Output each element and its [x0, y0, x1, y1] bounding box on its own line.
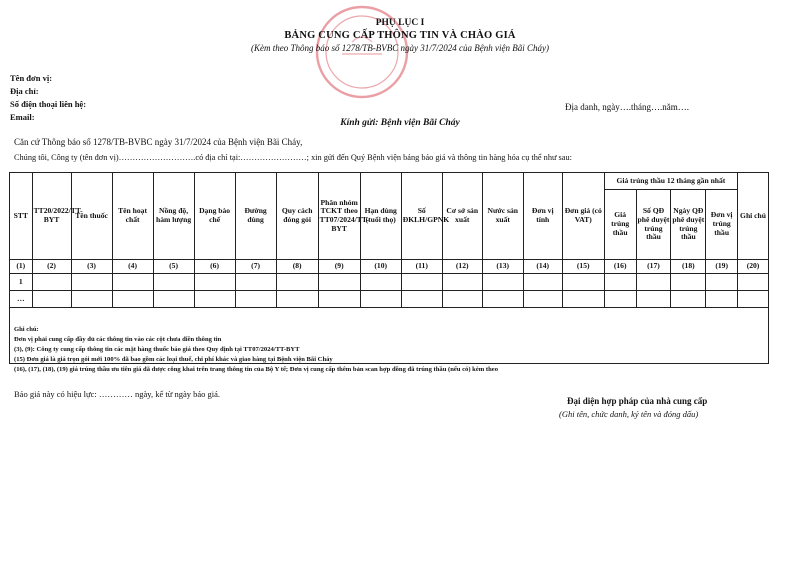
column-number: (2)	[32, 260, 71, 274]
column-number: (11)	[401, 260, 442, 274]
column-number: (10)	[360, 260, 401, 274]
table-row	[10, 274, 769, 291]
signature-title: Đại diện hợp pháp của nhà cung cấp	[567, 396, 708, 406]
header-bid-price-group: Giá trúng thầu 12 tháng gần nhất	[604, 173, 737, 190]
column-number: (20)	[738, 260, 769, 274]
supplier-name-label: Tên đơn vị:	[10, 73, 53, 83]
row-stt: 1	[10, 274, 33, 291]
document-title: BẢNG CUNG CẤP THÔNG TIN VÀ CHÀO GIÁ	[284, 30, 516, 41]
intro-text: Chúng tôi, Công ty (tên đơn vị)……………………….có địa chỉ tại:……………………; xin gửi đến Quý Bệnh viện bảng báo giá và thông tin hàng hóa cụ thể như sau:	[14, 153, 572, 162]
document-subtitle: (Kèm theo Thông báo số 1278/TB-BVBC ngày 31/7/2024 của Bệnh viện Bãi Cháy)	[251, 43, 549, 53]
header-route: Đường dùng	[235, 173, 276, 260]
column-number: (16)	[604, 260, 636, 274]
column-number: (8)	[276, 260, 318, 274]
column-number: (9)	[318, 260, 360, 274]
column-number: (7)	[235, 260, 276, 274]
header-unit: Đơn vị tính	[523, 173, 562, 260]
table-row	[10, 291, 769, 308]
header-technical-group: Phân nhóm TCKT theo TT07/2024/TT-BYT	[318, 173, 360, 260]
supplier-phone-label: Số điện thoại liên hệ:	[10, 99, 87, 109]
header-stt: STT	[10, 173, 33, 260]
column-number: (1)	[10, 260, 33, 274]
column-number: (5)	[153, 260, 194, 274]
note-line: (16), (17), (18), (19) giá trúng thầu ưu tiên giá đã được công khai trên trang thông tin của Bộ Y tế; Đơn vị cung cấp thêm bản scan hợp đồng đã trúng thầu (nếu có) kèm theo	[14, 366, 498, 373]
header-winning-unit: Đơn vị trúng thầu	[706, 190, 738, 260]
column-number: (13)	[482, 260, 523, 274]
header-manufacturer: Cơ sở sản xuất	[442, 173, 482, 260]
column-number: (4)	[112, 260, 153, 274]
header-decision-date: Ngày QĐ phê duyệt trúng thầu	[671, 190, 706, 260]
row-stt: …	[10, 291, 33, 308]
header-tt20: TT20/2022/TT-BYT	[32, 173, 71, 260]
column-number: (14)	[523, 260, 562, 274]
header-concentration: Nồng độ, hàm lượng	[153, 173, 194, 260]
column-number: (19)	[706, 260, 738, 274]
column-number: (15)	[562, 260, 604, 274]
basis-text: Căn cứ Thông báo số 1278/TB-BVBC ngày 31/7/2024 của Bệnh viện Bãi Cháy,	[14, 137, 303, 147]
header-bid-price: Giá trúng thầu	[604, 190, 636, 260]
note-line: Đơn vị phải cung cấp đầy đủ các thông tin vào các cột chưa điền thông tin	[14, 336, 222, 343]
header-decision-no: Số QĐ phê duyệt trúng thầu	[636, 190, 671, 260]
header-drug-name: Tên thuốc	[71, 173, 112, 260]
validity-text: Báo giá này có hiệu lực: ………… ngày, kể từ ngày báo giá.	[14, 389, 221, 399]
header-packaging: Quy cách đóng gói	[276, 173, 318, 260]
notes-title: Ghi chú:	[14, 326, 39, 333]
header-active-ingredient: Tên hoạt chất	[112, 173, 153, 260]
header-country: Nước sản xuất	[482, 173, 523, 260]
column-number: (12)	[442, 260, 482, 274]
supplier-address-label: Địa chỉ:	[10, 86, 39, 96]
note-line: (15) Đơn giá là giá trọn gói mới 100% đã bao gồm các loại thuế, chi phí khác và giao hàng tại Bệnh viện Bãi Cháy	[14, 356, 333, 363]
annex-label: PHỤ LỤC I	[375, 18, 425, 28]
addressee: Kính gửi: Bệnh viện Bãi Cháy	[340, 118, 460, 128]
header-unit-price: Đơn giá (có VAT)	[562, 173, 604, 260]
header-notes: Ghi chú	[738, 173, 769, 260]
column-number: (18)	[671, 260, 706, 274]
signature-hint: (Ghi tên, chức danh, ký tên và đóng dấu)	[559, 409, 699, 419]
column-number: (6)	[194, 260, 235, 274]
supplier-email-label: Email:	[10, 112, 35, 122]
column-number: (3)	[71, 260, 112, 274]
header-registration-no: Số ĐKLH/GPNK	[401, 173, 442, 260]
header-shelf-life: Hạn dùng (tuổi thọ)	[360, 173, 401, 260]
note-line: (3), (9): Công ty cung cấp thông tin các mặt hàng thuốc báo giá theo Quy định tại TT07/2024/TT-BYT	[14, 346, 300, 353]
header-dosage-form: Dạng bào chế	[194, 173, 235, 260]
column-number: (17)	[636, 260, 671, 274]
place-date: Địa danh, ngày….tháng….năm….	[565, 102, 689, 112]
